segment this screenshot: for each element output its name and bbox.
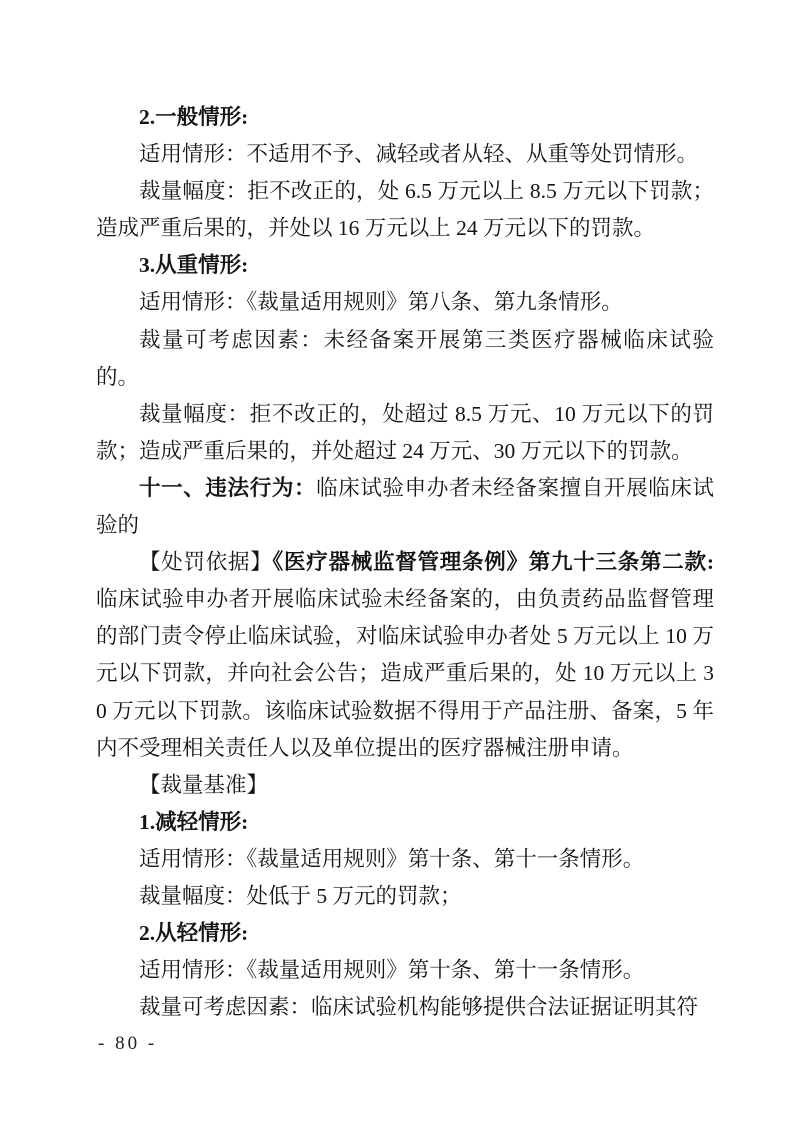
paragraph xyxy=(96,841,714,878)
paragraph xyxy=(96,136,714,173)
paragraph xyxy=(96,284,714,321)
paragraph xyxy=(96,767,714,804)
page-number: - 80 - xyxy=(98,1033,158,1054)
paragraph xyxy=(96,322,714,396)
bold-text-segment: 十一、违法行为： xyxy=(139,475,317,500)
paragraph xyxy=(96,396,714,470)
text-segment: 裁量幅度：处低于 5 万元的罚款； xyxy=(139,883,462,908)
paragraph xyxy=(96,915,714,952)
paragraph xyxy=(96,173,714,247)
paragraph xyxy=(96,804,714,841)
bold-text-segment: 1.减轻情形: xyxy=(139,809,249,834)
text-segment: 裁量幅度：拒不改正的，处 6.5 万元以上 8.5 万元以下罚款；造成严重后果的，并处以 16 万元以上 24 万元以下的罚款。 xyxy=(96,179,714,241)
paragraph xyxy=(96,544,714,767)
paragraph xyxy=(96,952,714,989)
text-segment: 裁量幅度：拒不改正的，处超过 8.5 万元、10 万元以下的罚款；造成严重后果的，并处超过 24 万元、30 万元以下的罚款。 xyxy=(96,401,714,463)
text-segment: 临床试验申办者开展临床试验未经备案的，由负责药品监督管理的部门责令停止临床试验，对临床试验申办者处 5 万元以上 10 万元以下罚款，并向社会公告；造成严重后果的，处 10 万元以上 30 万元以下罚款。该临床试验数据不得用于产品注册、备案，5 年内不受理相关责任人以及单位提出的医疗器械注册申请。 xyxy=(96,587,714,760)
bold-text-segment: 2.从轻情形: xyxy=(139,921,249,946)
paragraph xyxy=(96,247,714,284)
paragraph xyxy=(96,470,714,544)
text-segment: 适用情形：《裁量适用规则》第十条、第十一条情形。 xyxy=(139,958,645,983)
text-segment: 裁量可考虑因素：临床试验机构能够提供合法证据证明其符 xyxy=(139,995,699,1020)
text-segment: 适用情形：《裁量适用规则》第十条、第十一条情形。 xyxy=(139,846,645,871)
bold-text-segment: 2.一般情形: xyxy=(139,105,249,129)
bold-text-segment: 《医疗器械监督管理条例》第九十三条第二款: xyxy=(272,550,714,575)
text-segment: 【裁量基准】 xyxy=(139,772,269,797)
text-segment: 临床试验申办者未经备案擅自开展临床试验的 xyxy=(96,475,714,538)
text-segment: 适用情形：不适用不予、减轻或者从轻、从重等处罚情形。 xyxy=(139,142,699,167)
bold-text-segment: 3.从重情形: xyxy=(139,253,249,278)
paragraph xyxy=(96,878,714,915)
text-segment: 【处罚依据】 xyxy=(139,550,273,575)
text-segment: 裁量可考虑因素：未经备案开展第三类医疗器械临床试验的。 xyxy=(96,327,714,389)
paragraph xyxy=(96,99,714,136)
text-segment: 适用情形：《裁量适用规则》第八条、第九条情形。 xyxy=(139,290,623,315)
document-body xyxy=(96,99,714,1026)
paragraph xyxy=(96,989,714,1026)
